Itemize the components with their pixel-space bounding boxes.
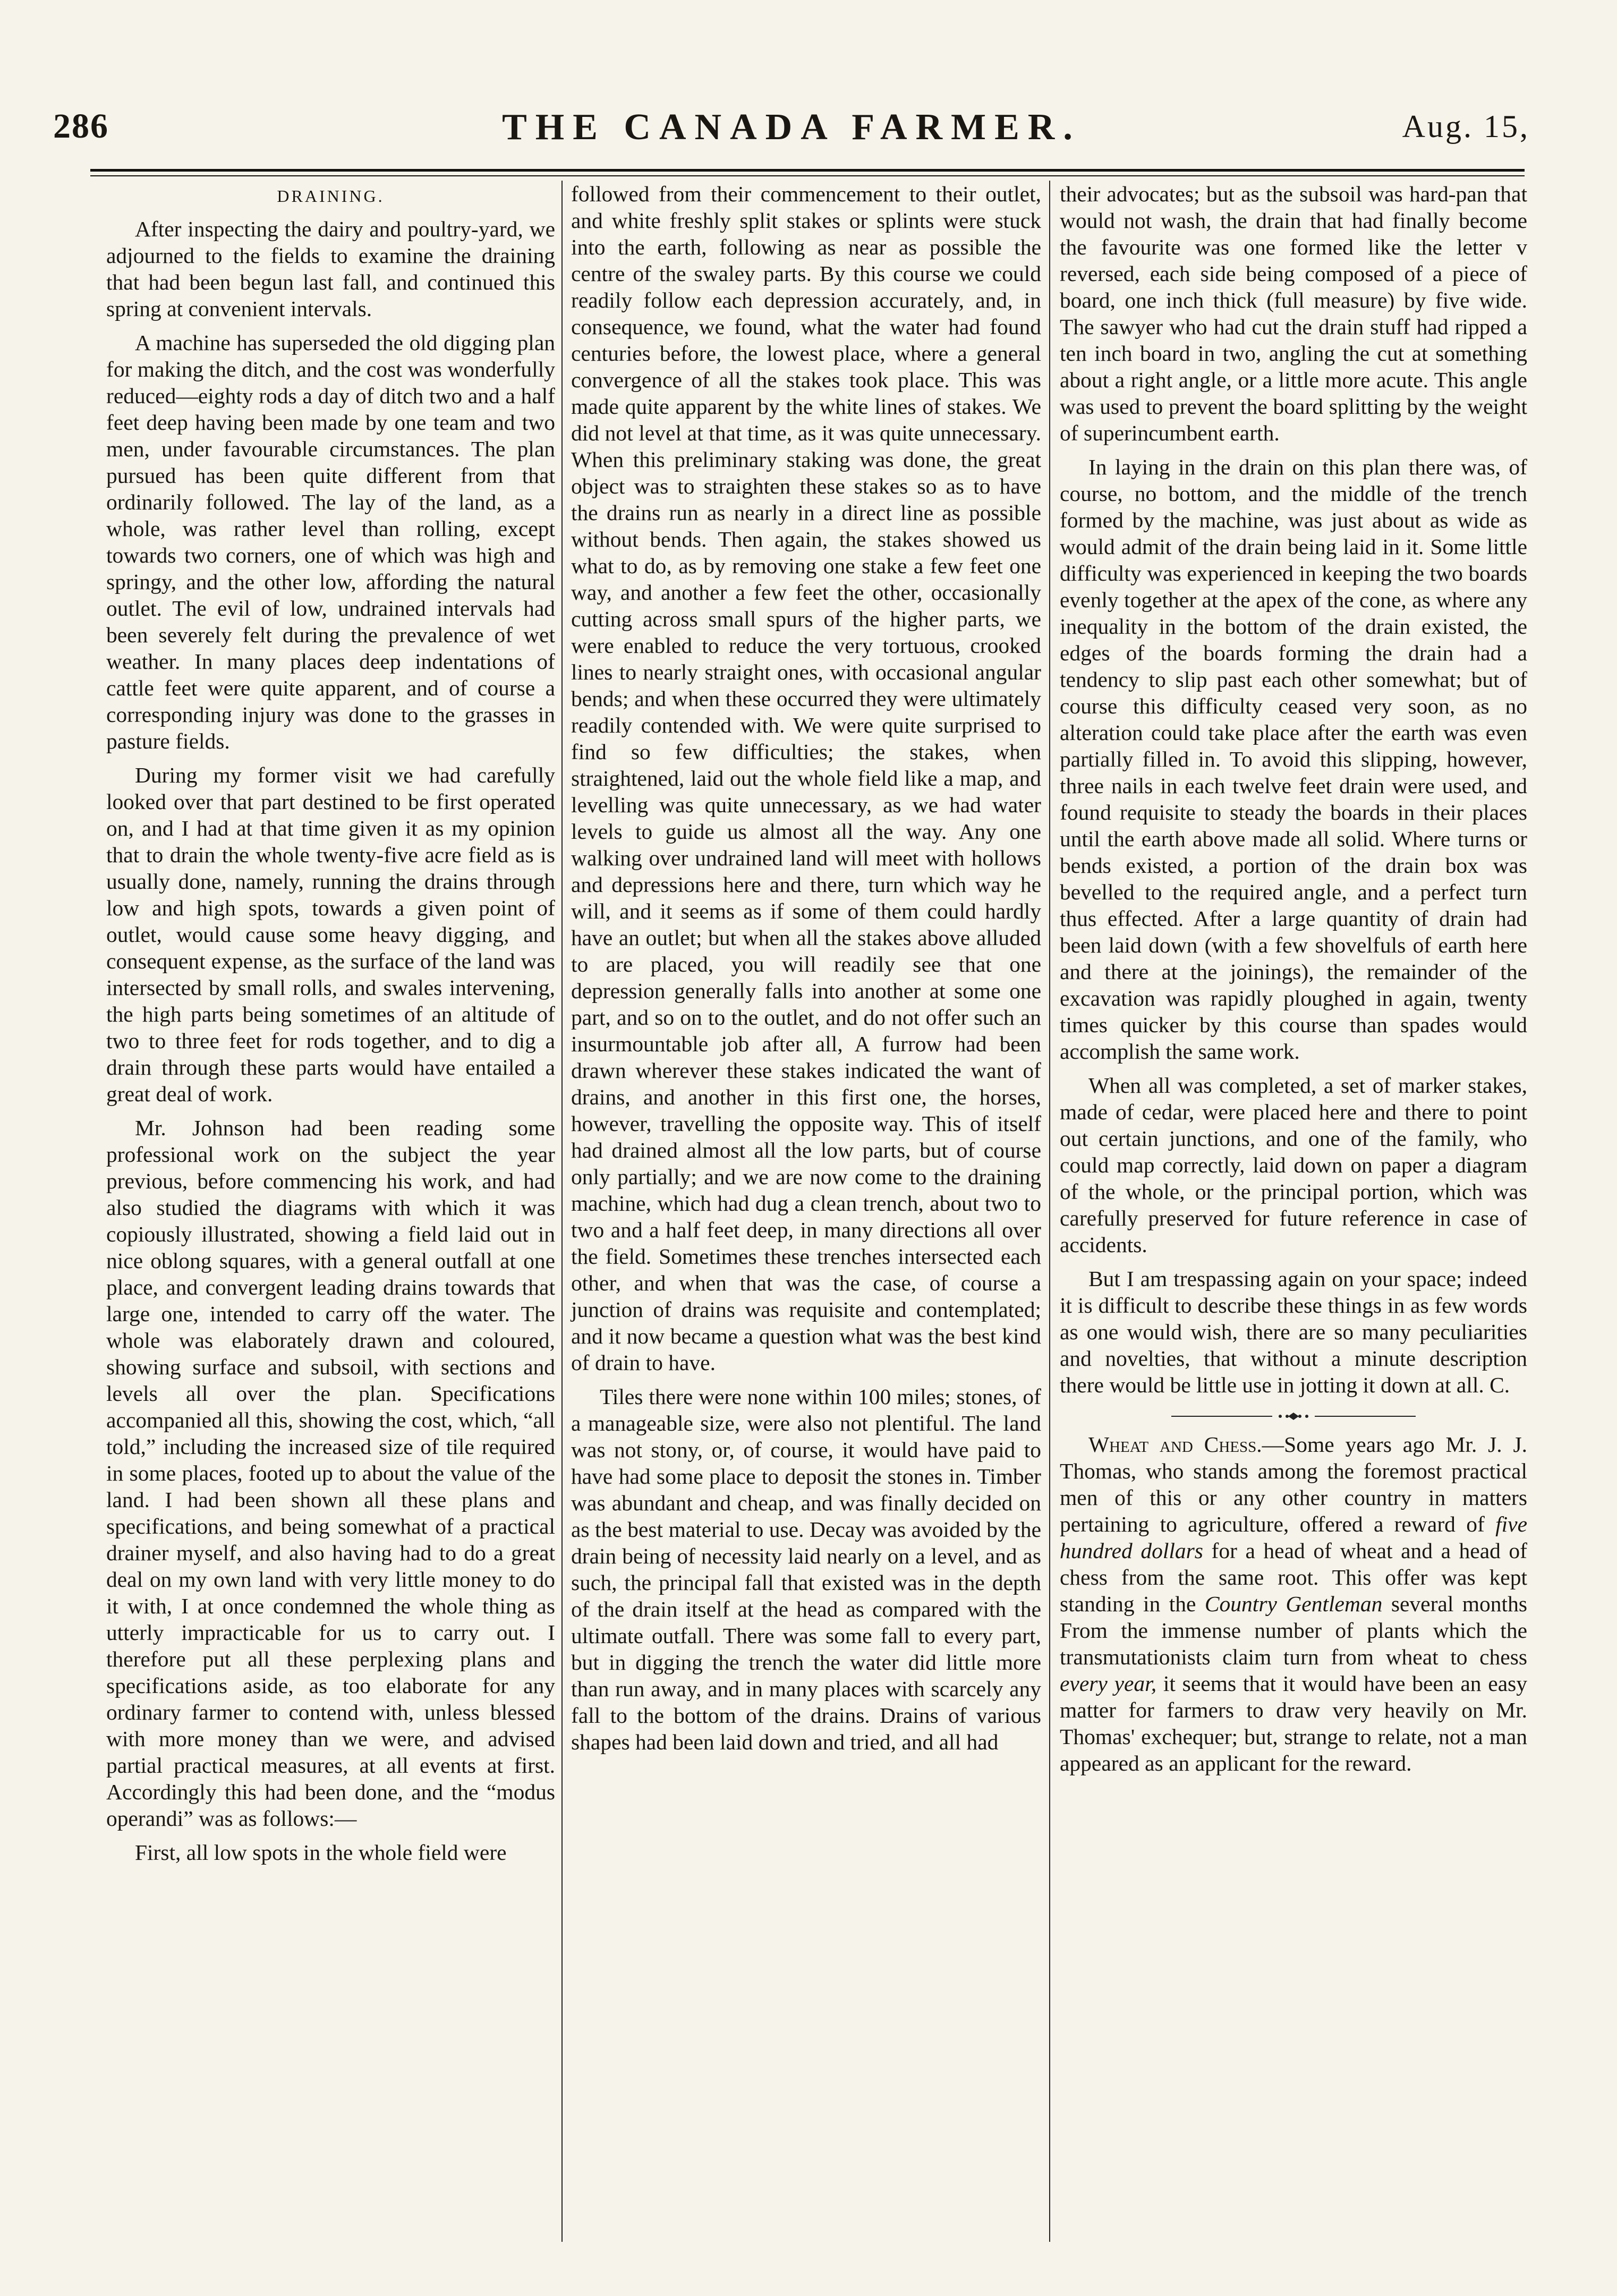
page-number: 286 bbox=[53, 107, 109, 146]
ornament-icon bbox=[1166, 1411, 1421, 1422]
article-heading: Wheat and Chess. bbox=[1088, 1432, 1262, 1457]
ornamental-divider bbox=[1060, 1411, 1527, 1422]
header-rule-thin bbox=[90, 175, 1525, 176]
column-3 bbox=[1060, 181, 1527, 2252]
emphasis: five hundred dollars bbox=[1060, 1512, 1527, 1563]
emphasis: Country Gentleman bbox=[1204, 1592, 1383, 1616]
paragraph bbox=[1060, 1265, 1527, 1398]
paragraph-text: But I am trespassing again on your space; indeed it is difficult to describe these things in as few words as one would wish, there are so many peculiarities and novelties, that without a minute description there would be little use in jotting it down at all. bbox=[1060, 1266, 1527, 1397]
column-2 bbox=[571, 181, 1041, 2252]
section-heading: DRAINING. bbox=[277, 186, 385, 206]
text-run: —Some years ago Mr. J. J. Thomas, who stands among the foremost practical men of this or any other country in matters pertaining to agriculture, offered a reward of bbox=[1060, 1432, 1527, 1536]
paragraph: During my former visit we had carefully looked over that part destined to be first operated on, and I had at that time given it as my opinion that to drain the whole twenty-five acre field as is usually done, namely, running the drains through low and high spots, towards a given point of outlet, would cause some heavy digging, and consequent expense, as the surface of the land was intersected by small rolls, and swales intervening, the high parts being sometimes of an altitude of two to three feet for rods together, and to dig a drain through these parts would have entailed a great deal of work. bbox=[106, 763, 555, 1106]
paragraph: First, all low spots in the whole field were bbox=[134, 1840, 507, 1865]
column-1 bbox=[106, 181, 555, 2252]
masthead-title: THE CANADA FARMER. bbox=[502, 107, 1081, 148]
paragraph: their advocates; but as the subsoil was hard-pan that would not wash, the drain that had finally become the favourite was one formed like the letter v reversed, each side being composed of a piece of board, one inch thick (full measure) by five wide. The sawyer who had cut the drain stuff had ripped a ten inch board in two, angling the cut at something about a right angle, or a little more acute. This angle was used to prevent the board splitting by the weight of superincumbent earth. bbox=[1060, 182, 1527, 445]
text-run: for a head of wheat and a head of chess from the same root. This offer was kept standing in the bbox=[1060, 1538, 1528, 1616]
paragraph: A machine has superseded the old digging plan for making the ditch, and the cost was wonderfully reduced—eighty rods a day of ditch two and a half feet deep having been made by one team and two men, under favourable circumstances. The plan pursued has been quite different from that ordinarily followed. The lay of the land, as a whole, was rather level than rolling, except towards two corners, one of which was high and springy, and the other low, affording the natural outlet. The evil of low, undrained intervals had been severely felt during the prevalence of wet weather. In many places deep indentations of cattle feet were quite apparent, and of course a corresponding injury was done to the grasses in pasture fields. bbox=[106, 330, 555, 753]
header-rule bbox=[90, 169, 1525, 172]
paragraph: After inspecting the dairy and poultry-yard, we adjourned to the fields to examine the draining that had been begun last fall, and continued this spring at convenient intervals. bbox=[106, 217, 555, 321]
paragraph: Mr. Johnson had been reading some professional work on the subject the year previous, before commencing his work, and had also studied the diagrams with which it was copiously illustrated, showing a field laid out in nice oblong squares, with a general outfall at one place, and convergent leading drains towards that large one, intended to carry off the water. The whole was elaborately drawn and coloured, showing surface and subsoil, with sections and levels all over the plan. Specifications accompanied all this, showing the cost, which, “all told,” including the increased size of tile required in some places, footed up to about the value of the land. I had been shown all these plans and specifications, and being somewhat of a practical drainer myself, and also having had to do a great deal on my own land with very little money to do it with, I at once condemned the whole thing as utterly impracticable for us to carry out. I therefore put all these perplexing plans and specifications aside, as too elaborate for any ordinary farmer to contend with, unless blessed with more money than we were, and advised partial practical measures, at all events at first. Accordingly this had been done, and the “modus operandi” was as follows:— bbox=[106, 1116, 555, 1831]
column-divider bbox=[561, 181, 563, 2242]
paragraph: Tiles there were none within 100 miles; stones, of a manageable size, were also not plentiful. The land was not stony, or, of course, it would have paid to have had some place to deposit the stones in. Timber was abundant and cheap, and was finally decided on as the best material to use. Decay was avoided by the drain being of necessity laid nearly on a level, and as such, the principal fall that existed was in the depth of the drain itself at the head as compared with the ultimate outfall. There was some fall to every part, but in digging the trench the water did little more than run away, and in many places with scarcely any fall to the bottom of the drains. Drains of various shapes had been laid down and tried, and all had bbox=[571, 1384, 1041, 1754]
text-run: several months From the immense number of plants which the transmutationists claim turn from wheat to chess bbox=[1060, 1592, 1527, 1669]
issue-date: Aug. 15, bbox=[1402, 109, 1530, 144]
column-divider bbox=[1049, 181, 1050, 2242]
page-header bbox=[53, 106, 1530, 159]
paragraph: followed from their commencement to their outlet, and white freshly split stakes or splints were stuck into the earth, following as near as possible the centre of the swaley parts. By this course we could readily follow each depression accurately, and, in consequence, we found, what the water had found centuries before, the lowest place, where a general convergence of all the stakes took place. This was made quite apparent by the white lines of stakes. We did not level at that time, as it was quite unnecessary. When this preliminary staking was done, the great object was to straighten these stakes so as to have the drains run as nearly in a direct line as possible without bends. Then again, the stakes showed us what to do, as by removing one stake a few feet one way, and another a few feet the other, occasionally cutting across small spurs of the higher parts, we were enabled to reduce the very tortuous, crooked lines to nearly straight ones, with occasional angular bends; and when these occurred they were ultimately readily contended with. We were quite surprised to find so few difficulties; the stakes, when straightened, laid out the whole field like a map, and levelling was quite unnecessary, as we had water levels to guide us almost all the way. Any one walking over undrained land will meet with hollows and depressions here and there, turn which way he will, and it seems as if some of them could hardly have an outlet; but when all the stakes above alluded to are placed, you will readily see that one depression generally falls into another at some one part, and so on to the outlet, and do not offer such an insurmountable job after all, A furrow had been drawn wherever these stakes indicated the want of drains, and another in this first one, the horses, however, travelling the opposite way. This of itself had drained almost all the low parts, but of course only partially; and we are now come to the draining machine, which had dug a clean trench, about two to two and a half feet deep, in many directions all over the field. Sometimes these trenches intersected each other, and when that was the case, of course a junction of drains was requisite and contemplated; and it now became a question what was the best kind of drain to have. bbox=[571, 182, 1041, 1375]
author-signature: C. bbox=[1490, 1373, 1510, 1397]
paragraph: When all was completed, a set of marker stakes, made of cedar, were placed here and there to point out certain junctions, and one of the family, who could map correctly, laid down on paper a diagram of the whole, or the principal portion, which was carefully preserved for future reference in case of accidents. bbox=[1060, 1073, 1527, 1257]
paragraph-wheat-and-chess bbox=[1060, 1431, 1527, 1776]
paragraph: In laying in the drain on this plan there was, of course, no bottom, and the middle of the trench formed by the machine, was just about as wide as would admit of the drain being laid in it. Some little difficulty was experienced in keeping the two boards evenly together at the apex of the cone, as where any inequality in the bottom of the drain existed, the edges of the boards forming the drain had a tendency to slip past each other somewhat; but of course this difficulty ceased very soon, as no alteration could take place after the earth was even partially filled in. To avoid this slipping, however, three nails in each twelve feet drain were used, and found requisite to steady the boards in their places until the earth above made all solid. Where turns or bends existed, a portion of the drain box was bevelled to the required angle, and a perfect turn thus effected. After a large quantity of drain had been laid down (with a few shovelfuls of earth here and there at the joinings), the remainder of the excavation was rapidly ploughed in again, twenty times quicker by this course than spades would accomplish the same work. bbox=[1060, 455, 1527, 1064]
text-run: it seems that it would have been an easy matter for farmers to draw very heavily on Mr. Thomas' exchequer; but, strange to relate, not a man appeared as an applicant for the reward. bbox=[1060, 1671, 1528, 1775]
emphasis: every year, bbox=[1060, 1671, 1157, 1696]
